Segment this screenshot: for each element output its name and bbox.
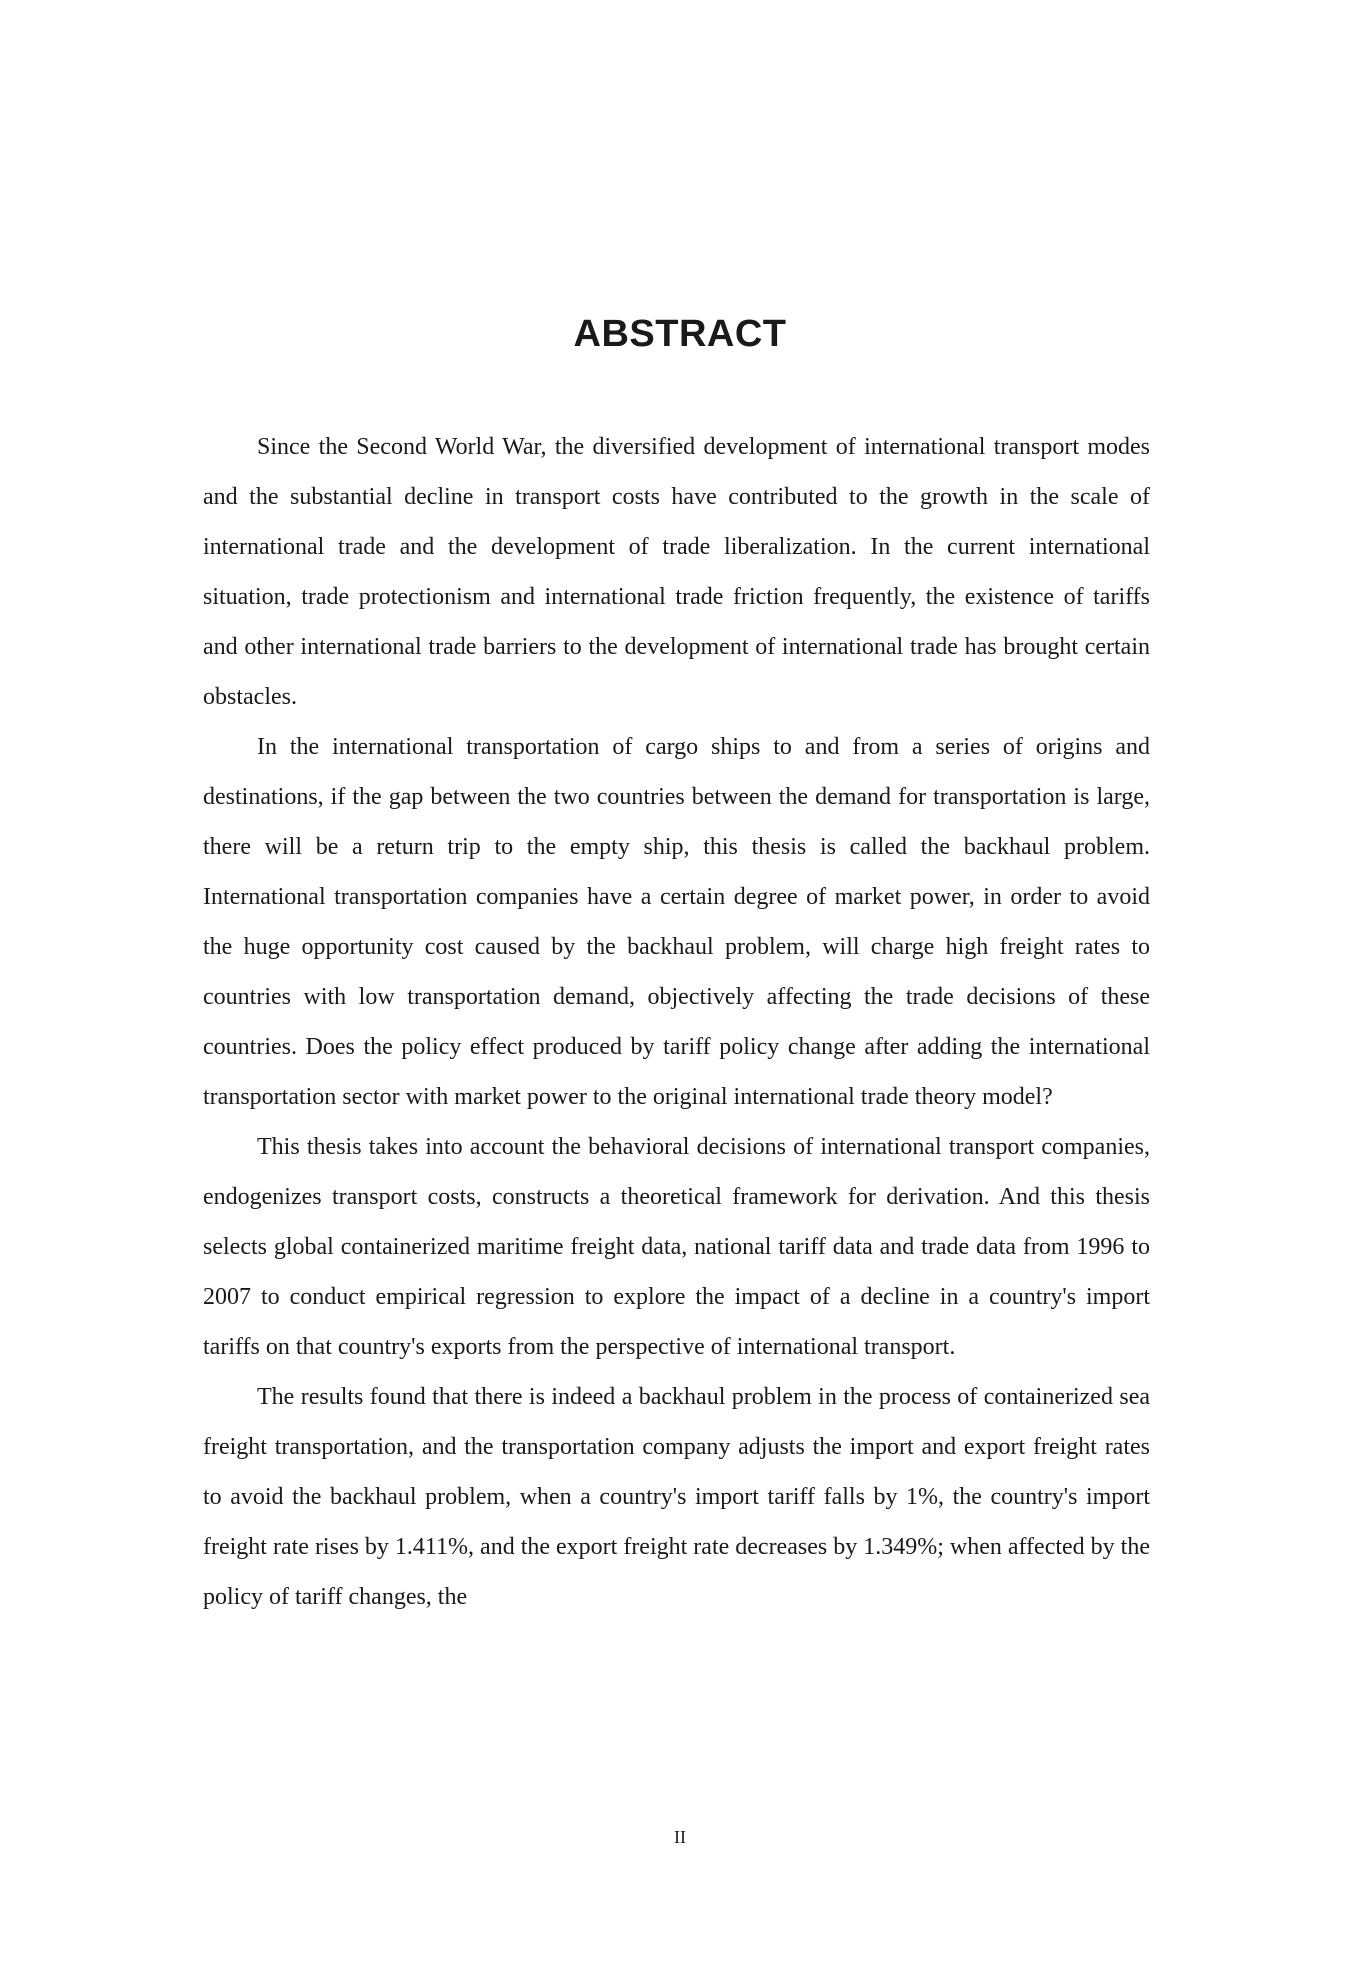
paragraph-2: In the international transportation of cargo ships to and from a series of origins and destinations, if the gap between the two countries between the demand for transportation is large, there will be a return trip to the empty ship, this thesis is called the backhaul problem. International transportation companies have a certain degree of market power, in order to avoid the huge opportunity cost caused by the backhaul problem, will charge high freight rates to countries with low transportation demand, objectively affecting the trade decisions of these countries. Does the policy effect produced by tariff policy change after adding the international transportation sector with market power to the original international trade theory model? [203, 734, 1150, 1110]
paragraph-3: This thesis takes into account the behavioral decisions of international transport companies, endogenizes transport costs, constructs a theoretical framework for derivation. And this thesis selects global containerized maritime freight data, national tariff data and trade data from 1996 to 2007 to conduct empirical regression to explore the impact of a decline in a country's import tariffs on that country's exports from the perspective of international transport. [203, 1134, 1150, 1360]
abstract-title: ABSTRACT [573, 313, 787, 355]
page-number: II [674, 1827, 686, 1847]
paragraph-1: Since the Second World War, the diversified development of international transport modes and the substantial decline in transport costs have contributed to the growth in the scale of international trade and the development of trade liberalization. In the current international situation, trade protectionism and international trade friction frequently, the existence of tariffs and other international trade barriers to the development of international trade has brought certain obstacles. [203, 434, 1150, 710]
paragraph-4: The results found that there is indeed a backhaul problem in the process of containerized sea freight transportation, and the transportation company adjusts the import and export freight rates to avoid the backhaul problem, when a country's import tariff falls by 1%, the country's import freight rate rises by 1.411%, and the export freight rate decreases by 1.349%; when affected by the policy of tariff changes, the [203, 1384, 1150, 1610]
abstract-body [203, 422, 1150, 1622]
